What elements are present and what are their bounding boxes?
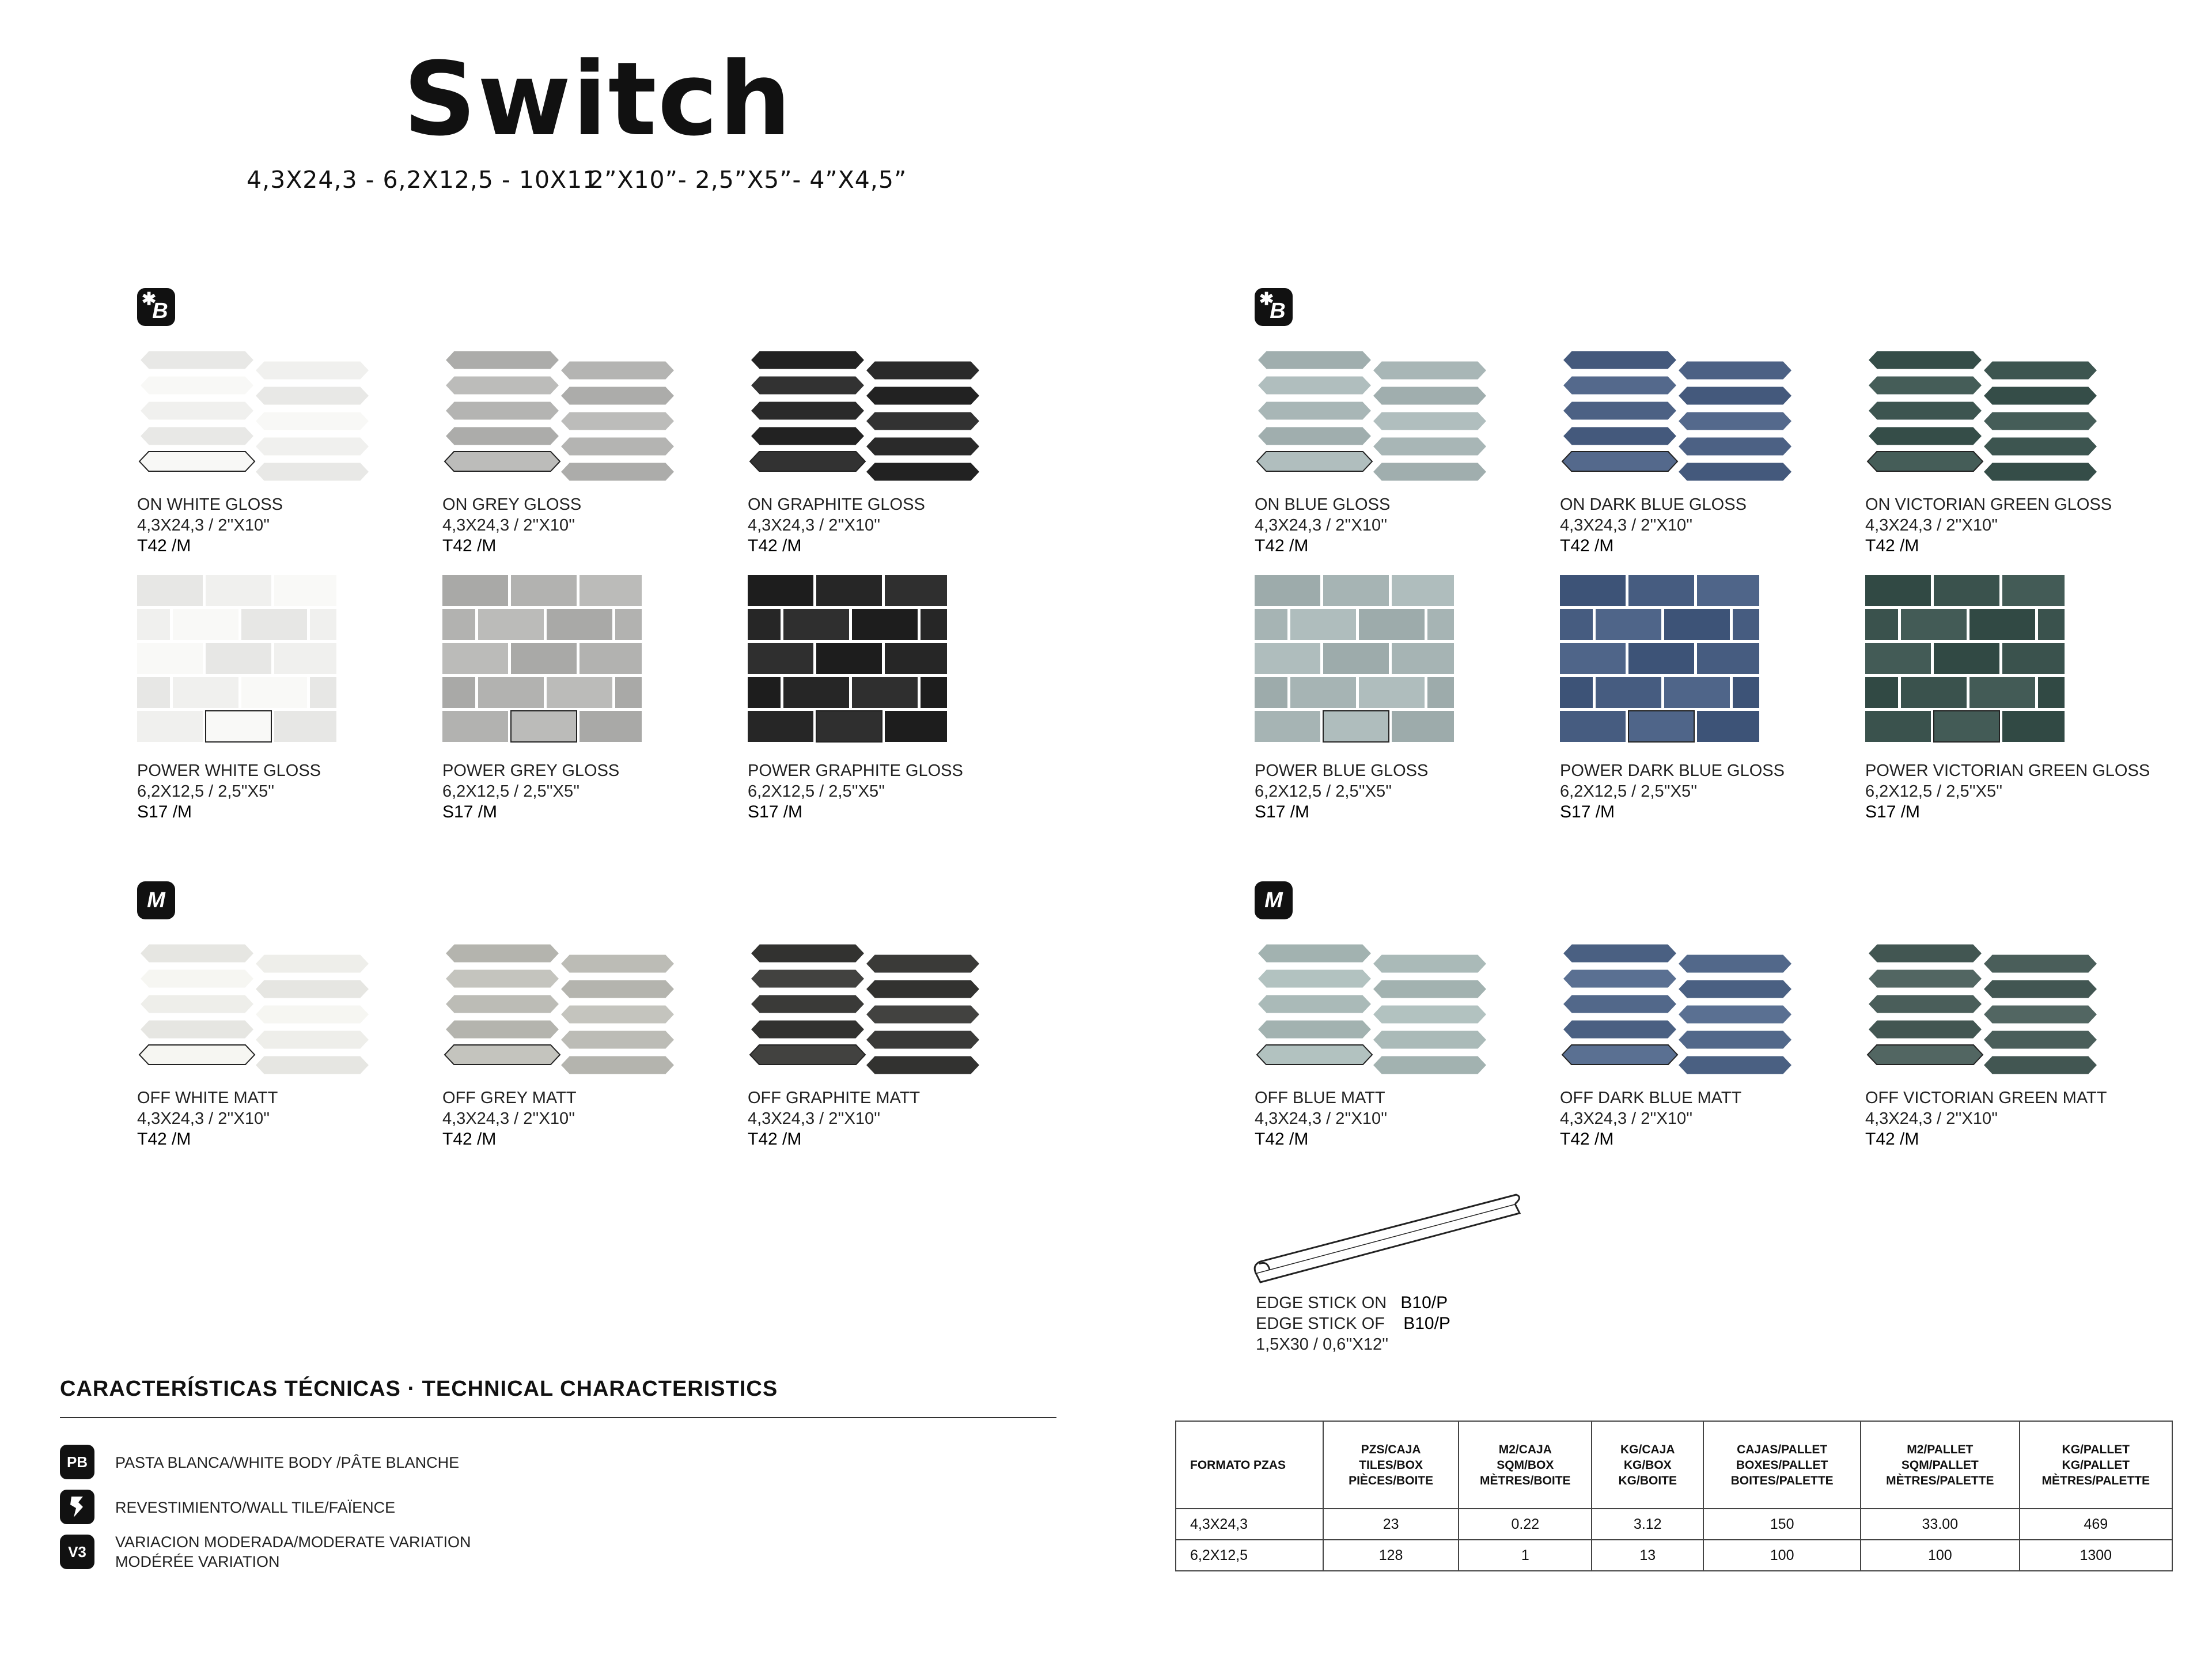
edge-stick-on-label: EDGE STICK ON [1256, 1294, 1387, 1312]
product-code: T42 /M [1255, 536, 1309, 555]
herringbone-tile-swatch [137, 348, 373, 489]
white-body-icon: PB [60, 1445, 94, 1479]
product-size: 6,2X12,5 / 2,5''X5'' [1255, 782, 1392, 801]
product-caption [442, 760, 619, 823]
product-caption [137, 760, 321, 823]
gloss-badge-left: ✱ B [137, 288, 175, 326]
herringbone-tile-swatch [1865, 941, 2101, 1082]
formats-metric: 4,3X24,3 - 6,2X12,5 - 10X11 [247, 166, 599, 194]
divider [60, 1417, 1056, 1418]
product-caption [442, 494, 581, 556]
product-size: 6,2X12,5 / 2,5''X5'' [442, 782, 580, 801]
product-caption [1255, 760, 1428, 823]
herringbone-tile-swatch [442, 348, 679, 489]
product-name: OFF GREY MATT [442, 1089, 577, 1107]
brick-tile-swatch [1865, 574, 2067, 752]
product-code: S17 /M [442, 802, 498, 821]
product-name: ON GREY GLOSS [442, 495, 582, 514]
herringbone-tile-swatch [1560, 941, 1796, 1082]
table-cell: 469 [2020, 1509, 2172, 1540]
product-name: OFF GRAPHITE MATT [748, 1089, 921, 1107]
table-header: KG/PALLET KG/PALLET MÈTRES/PALETTE [2020, 1421, 2172, 1509]
product-caption [1255, 494, 1390, 556]
product-caption [137, 494, 283, 556]
product-size: 6,2X12,5 / 2,5''X5'' [137, 782, 275, 801]
table-cell: 100 [1703, 1540, 1861, 1571]
gloss-badge-right: ✱ B [1255, 288, 1293, 326]
product-name: ON VICTORIAN GREEN GLOSS [1865, 495, 2112, 514]
table-cell: 23 [1323, 1509, 1459, 1540]
product-code: T42 /M [748, 1130, 802, 1149]
product-size: 4,3X24,3 / 2''X10'' [1255, 1109, 1388, 1128]
herringbone-tile-swatch [1865, 348, 2101, 489]
product-name: POWER GRAPHITE GLOSS [748, 762, 963, 780]
brick-tile-swatch [137, 574, 339, 752]
product-caption [137, 1088, 278, 1150]
packing-table [1175, 1421, 2173, 1571]
table-cell: 3.12 [1592, 1509, 1703, 1540]
product-code: T42 /M [1865, 1130, 1919, 1149]
edge-stick-size: 1,5X30 / 0,6''X12'' [1256, 1335, 1389, 1354]
formats-imperial: 2”X10”- 2,5”X5”- 4”X4,5” [589, 166, 907, 194]
herringbone-tile-swatch [1255, 348, 1491, 489]
edge-stick-of-code: B10/P [1403, 1314, 1450, 1333]
legend-white-body: PASTA BLANCA/WHITE BODY /PÂTE BLANCHE [115, 1454, 460, 1471]
product-size: 4,3X24,3 / 2''X10'' [137, 516, 270, 535]
product-caption [1560, 494, 1747, 556]
product-caption [1255, 1088, 1387, 1150]
table-header: PZS/CAJA TILES/BOX PIÈCES/BOITE [1323, 1421, 1459, 1509]
product-code: S17 /M [137, 802, 192, 821]
product-caption [1865, 760, 2150, 823]
product-code: T42 /M [137, 1130, 191, 1149]
product-caption [748, 494, 925, 556]
table-cell: 0.22 [1459, 1509, 1592, 1540]
edge-stick-on-code: B10/P [1400, 1293, 1448, 1312]
product-size: 4,3X24,3 / 2''X10'' [442, 1109, 575, 1128]
table-cell: 128 [1323, 1540, 1459, 1571]
product-code: T42 /M [1255, 1130, 1309, 1149]
table-row [1176, 1540, 2172, 1571]
product-code: S17 /M [1560, 802, 1615, 821]
herringbone-tile-swatch [137, 941, 373, 1082]
product-caption [1560, 1088, 1741, 1150]
product-size: 4,3X24,3 / 2''X10'' [1560, 1109, 1693, 1128]
table-cell: 13 [1592, 1540, 1703, 1571]
product-code: T42 /M [1865, 536, 1919, 555]
product-code: T42 /M [442, 536, 497, 555]
product-name: POWER VICTORIAN GREEN GLOSS [1865, 762, 2150, 780]
table-cell: 1300 [2020, 1540, 2172, 1571]
legend-wall-tile: REVESTIMIENTO/WALL TILE/FAÏENCE [115, 1499, 396, 1516]
brick-tile-swatch [1560, 574, 1762, 752]
product-size: 4,3X24,3 / 2''X10'' [1865, 516, 1998, 535]
product-caption [748, 1088, 920, 1150]
table-cell: 6,2X12,5 [1176, 1540, 1323, 1571]
brick-tile-swatch [442, 574, 644, 752]
product-size: 4,3X24,3 / 2''X10'' [748, 1109, 881, 1128]
table-row [1176, 1509, 2172, 1540]
page-title: Switch [403, 40, 793, 158]
matt-badge-left: M [137, 881, 175, 919]
product-name: OFF BLUE MATT [1255, 1089, 1385, 1107]
legend-variation: VARIACION MODERADA/MODERATE VARIATION MODÉRÉE VARIATION [115, 1533, 471, 1570]
product-name: OFF DARK BLUE MATT [1560, 1089, 1742, 1107]
herringbone-tile-swatch [442, 941, 679, 1082]
product-size: 4,3X24,3 / 2''X10'' [1560, 516, 1693, 535]
product-code: S17 /M [1255, 802, 1310, 821]
herringbone-tile-swatch [748, 348, 984, 489]
product-code: T42 /M [442, 1130, 497, 1149]
table-cell: 1 [1459, 1540, 1592, 1571]
wall-tile-icon [60, 1490, 94, 1524]
product-name: ON DARK BLUE GLOSS [1560, 495, 1747, 514]
table-cell: 100 [1861, 1540, 2019, 1571]
product-caption [1865, 1088, 2107, 1150]
product-size: 6,2X12,5 / 2,5''X5'' [1865, 782, 2003, 801]
product-code: T42 /M [1560, 536, 1614, 555]
table-header: CAJAS/PALLET BOXES/PALLET BOITES/PALETTE [1703, 1421, 1861, 1509]
product-name: POWER WHITE GLOSS [137, 762, 321, 780]
product-size: 4,3X24,3 / 2''X10'' [748, 516, 881, 535]
herringbone-tile-swatch [748, 941, 984, 1082]
edge-stick-caption [1256, 1293, 1450, 1355]
edge-stick-of-label: EDGE STICK OF [1256, 1315, 1385, 1333]
table-header: M2/PALLET SQM/PALLET MÈTRES/PALETTE [1861, 1421, 2019, 1509]
product-name: OFF WHITE MATT [137, 1089, 278, 1107]
product-code: T42 /M [748, 536, 802, 555]
product-caption [1560, 760, 1785, 823]
brick-tile-swatch [1255, 574, 1456, 752]
product-name: ON BLUE GLOSS [1255, 495, 1391, 514]
product-name: OFF VICTORIAN GREEN MATT [1865, 1089, 2107, 1107]
table-header: FORMATO PZAS [1176, 1421, 1323, 1509]
product-caption [748, 760, 963, 823]
product-size: 4,3X24,3 / 2''X10'' [442, 516, 575, 535]
brick-tile-swatch [748, 574, 949, 752]
product-size: 4,3X24,3 / 2''X10'' [1865, 1109, 1998, 1128]
product-name: ON WHITE GLOSS [137, 495, 283, 514]
product-size: 4,3X24,3 / 2''X10'' [137, 1109, 270, 1128]
product-code: T42 /M [1560, 1130, 1614, 1149]
product-size: 6,2X12,5 / 2,5''X5'' [1560, 782, 1698, 801]
product-name: POWER GREY GLOSS [442, 762, 620, 780]
product-name: POWER BLUE GLOSS [1255, 762, 1429, 780]
variation-icon: V3 [60, 1535, 94, 1569]
product-size: 4,3X24,3 / 2''X10'' [1255, 516, 1388, 535]
product-caption [1865, 494, 2112, 556]
product-name: POWER DARK BLUE GLOSS [1560, 762, 1785, 780]
table-cell: 4,3X24,3 [1176, 1509, 1323, 1540]
product-size: 6,2X12,5 / 2,5''X5'' [748, 782, 885, 801]
star-icon: ✱ [1259, 290, 1274, 309]
table-cell: 150 [1703, 1509, 1861, 1540]
matt-badge-right: M [1255, 881, 1293, 919]
herringbone-tile-swatch [1255, 941, 1491, 1082]
technical-title: CARACTERÍSTICAS TÉCNICAS · TECHNICAL CHARACTERISTICS [60, 1377, 778, 1401]
edge-stick-illustration [1250, 1192, 1527, 1285]
table-cell: 33.00 [1861, 1509, 2019, 1540]
product-name: ON GRAPHITE GLOSS [748, 495, 925, 514]
product-code: T42 /M [137, 536, 191, 555]
product-code: S17 /M [748, 802, 803, 821]
product-caption [442, 1088, 577, 1150]
herringbone-tile-swatch [1560, 348, 1796, 489]
table-header: KG/CAJA KG/BOX KG/BOITE [1592, 1421, 1703, 1509]
table-header: M2/CAJA SQM/BOX MÈTRES/BOITE [1459, 1421, 1592, 1509]
product-code: S17 /M [1865, 802, 1921, 821]
star-icon: ✱ [142, 290, 157, 309]
